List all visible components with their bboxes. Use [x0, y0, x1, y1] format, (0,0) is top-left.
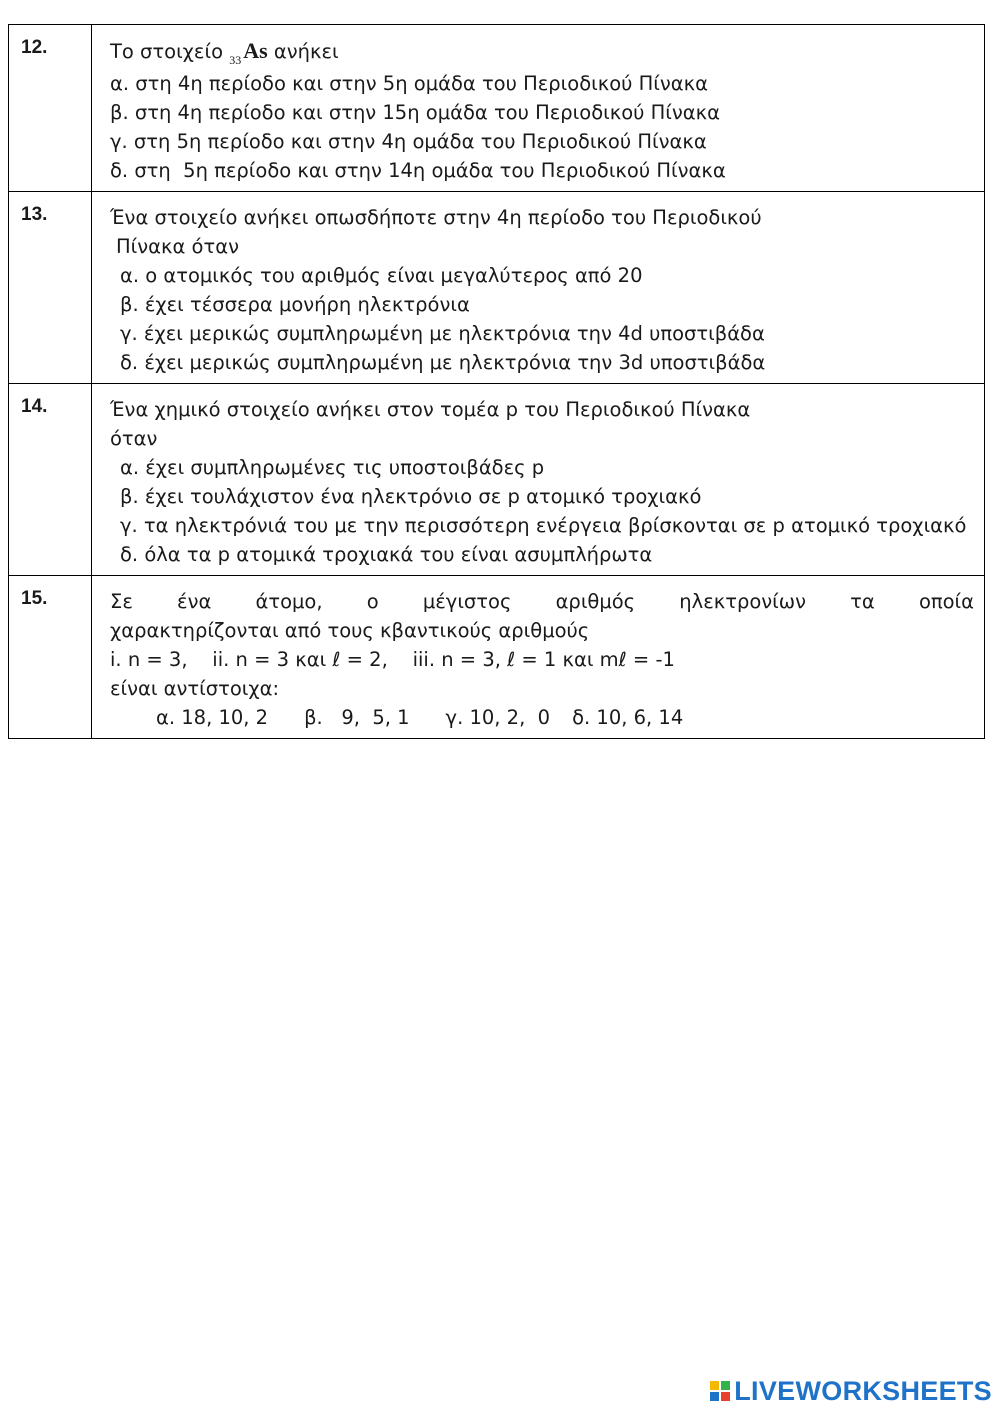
- question-stem: Το στοιχείο $_{33}$As ανήκει: [110, 38, 339, 67]
- question-body: [92, 384, 985, 576]
- option-d[interactable]: δ. όλα τα p ατομικά τροχιακά του είναι ασυμπλήρωτα: [120, 543, 653, 566]
- option-d[interactable]: δ. 10, 6, 14: [572, 706, 684, 729]
- question-number: 13.: [9, 192, 92, 384]
- question-body: [92, 576, 985, 739]
- question-body: [92, 192, 985, 384]
- logo-text: LIVEWORKSHEETS: [734, 1375, 992, 1406]
- option-b[interactable]: β. στη 4η περίοδο και στην 15η ομάδα του Περιοδικού Πίνακα: [110, 101, 720, 124]
- option-c[interactable]: γ. τα ηλεκτρόνιά του με την περισσότερη ενέργεια βρίσκονται σε p ατομικό τροχιακό: [120, 514, 967, 537]
- option-a[interactable]: α. στη 4η περίοδο και στην 5η ομάδα του Περιοδικού Πίνακα: [110, 72, 708, 95]
- logo-mark-icon: [710, 1381, 730, 1401]
- question-number: 12.: [9, 25, 92, 192]
- questions-table: [8, 24, 985, 739]
- option-a[interactable]: α. ο ατομικός του αριθμός είναι μεγαλύτερος από 20: [120, 264, 643, 287]
- question-row-12: [9, 25, 985, 192]
- question-row-14: [9, 384, 985, 576]
- element-symbol: As: [243, 38, 268, 63]
- question-stem: Σε ένα άτομο, ο μέγιστος αριθμός ηλεκτρονίων τα οποία: [110, 590, 974, 613]
- answer-choices: [110, 703, 974, 732]
- question-row-15: [9, 576, 985, 739]
- option-c[interactable]: γ. έχει μερικώς συμπληρωμένη με ηλεκτρόνια την 4d υποστιβάδα: [120, 322, 765, 345]
- question-stem-end: είναι αντίστοιχα:: [110, 677, 280, 700]
- atomic-number: 33: [229, 53, 242, 67]
- question-number: 14.: [9, 384, 92, 576]
- question-body: [92, 25, 985, 192]
- option-b[interactable]: β. έχει τουλάχιστον ένα ηλεκτρόνιο σε p ατομικό τροχιακό: [120, 485, 702, 508]
- option-a[interactable]: α. 18, 10, 2: [156, 706, 269, 729]
- option-c[interactable]: γ. στη 5η περίοδο και στην 4η ομάδα του Περιοδικού Πίνακα: [110, 130, 707, 153]
- question-stem-cont: χαρακτηρίζονται από τους κβαντικούς αριθμούς: [110, 619, 590, 642]
- option-b[interactable]: β. έχει τέσσερα μονήρη ηλεκτρόνια: [120, 293, 470, 316]
- quantum-conditions: i. n = 3, ii. n = 3 και ℓ = 2, iii. n = 3, ℓ = 1 και mℓ = -1: [110, 648, 675, 671]
- option-d[interactable]: δ. έχει μερικώς συμπληρωμένη με ηλεκτρόνια την 3d υποστιβάδα: [120, 351, 766, 374]
- question-row-13: [9, 192, 985, 384]
- question-stem: Ένα στοιχείο ανήκει οπωσδήποτε στην 4η περίοδο του Περιοδικού: [110, 206, 762, 229]
- question-number: 15.: [9, 576, 92, 739]
- question-stem-cont: όταν: [110, 427, 158, 450]
- question-stem: Ένα χημικό στοιχείο ανήκει στον τομέα p του Περιοδικού Πίνακα: [110, 398, 751, 421]
- option-b[interactable]: β. 9, 5, 1: [304, 706, 410, 729]
- option-a[interactable]: α. έχει συμπληρωμένες τις υποστοιβάδες p: [120, 456, 545, 479]
- question-stem-cont: Πίνακα όταν: [116, 235, 239, 258]
- option-c[interactable]: γ. 10, 2, 0: [445, 706, 551, 729]
- liveworksheets-logo: [710, 1376, 992, 1406]
- option-d[interactable]: δ. στη 5η περίοδο και στην 14η ομάδα του Περιοδικού Πίνακα: [110, 159, 726, 182]
